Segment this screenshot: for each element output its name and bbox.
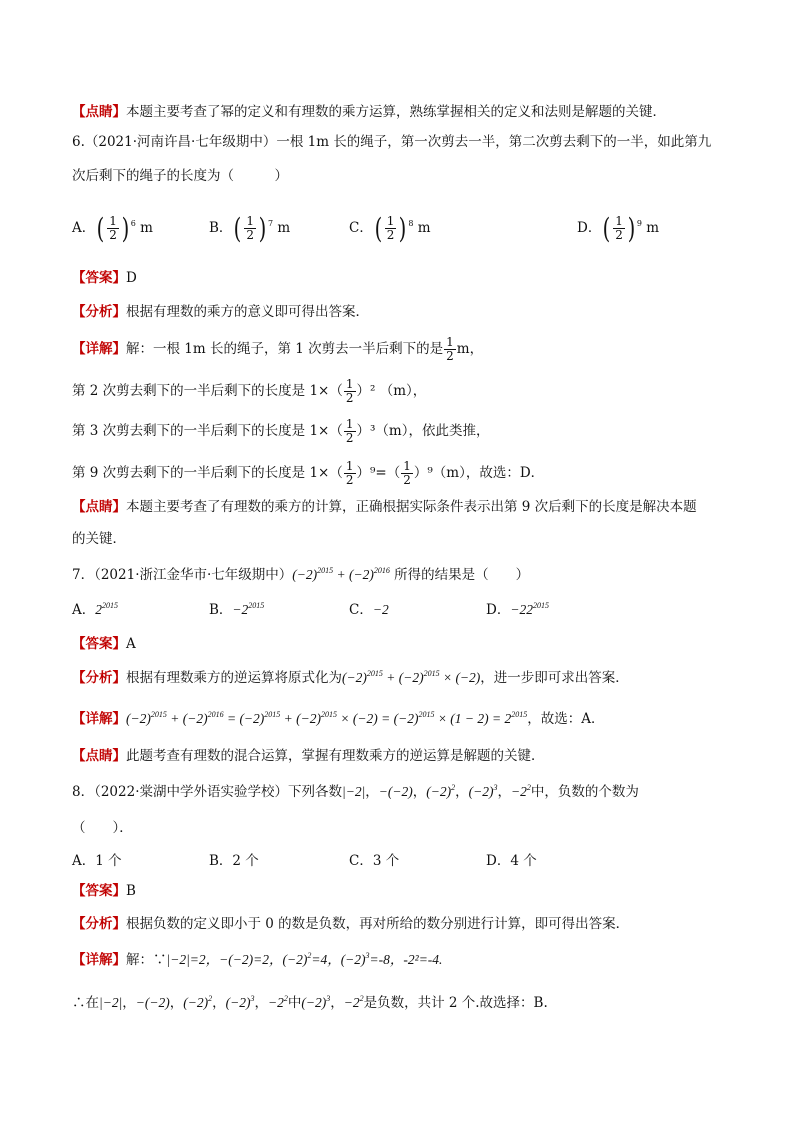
q7-answer (72, 634, 136, 654)
q6-answer (72, 268, 137, 288)
analysis-tag: 【分析】 (72, 670, 126, 686)
q7-detail: 【详解】$(-2)^{2015} + (-2)^{2016} = (-2)^{2015} + (-2)^{2015} \times (-2) = (-2)^{2015} \times (1 - 2) = 2^{2015}$，故选：A． (72, 710, 605, 727)
option-unit: m (277, 220, 291, 236)
analysis-text: ，进一步即可求出答案． (480, 670, 629, 686)
detail-text: m， (456, 341, 484, 357)
q8-answer (72, 881, 136, 901)
q6-option-b[interactable]: B．( $\frac{1}{2}$ ) $^7$ m (209, 211, 291, 245)
detail-text: ）³（m），依此类推， (356, 423, 490, 439)
option-label: C． (349, 220, 373, 236)
q8-detail: 【详解】解：∵|−2|=2，−(−2)=2，$(-2)^2=4$，$(-2)^3=-8$，-2²=-4. (72, 951, 443, 968)
q7-expression: $(-2)^{2015} + (-2)^{2016}$ (292, 566, 390, 582)
q8-option-a[interactable]: A．1 个 (72, 853, 122, 869)
q6-stem-line2: 次后剩下的绳子的长度为（ ） (72, 168, 288, 184)
detail-tag: 【详解】 (72, 711, 126, 727)
detail-text: 第 2 次剪去剩下的一半后剩下的长度是 1×（ (72, 383, 343, 399)
stem-text: 8．（2022·棠湖中学外语实验学校）下列各数 (72, 784, 342, 800)
stem-text: 7．（2021·浙江金华市·七年级期中） (72, 567, 293, 583)
option-label: B． (209, 220, 233, 236)
q6-detail-4: 第 9 次剪去剩下的一半后剩下的长度是 1×（ $\frac{1}{2}$ ）⁹=（ $\frac{1}{2}$ ）⁹（m），故选：D． (72, 459, 545, 487)
q8-conclusion: ∴在|−2|，−(−2)，$(-2)^2$，$(-2)^3$，$-2^2$中$(-2)^3$，$-2^2$是负数，共计 2 个.故选择：B. (72, 994, 548, 1011)
stem-text: 所得的结果是（ ） (394, 567, 530, 583)
answer-value: D (126, 270, 137, 286)
q6-point-1 (72, 497, 697, 517)
analysis-text: 根据负数的定义即小于 0 的数是负数，再对所给的数分别进行计算，即可得出答案． (126, 916, 630, 932)
q7-analysis: 【分析】根据有理数乘方的逆运算将原式化为$(-2)^{2015} + (-2)^{2015} \times (-2)$，进一步即可求出答案． (72, 669, 629, 686)
option-unit: m (417, 220, 431, 236)
q6-point-2: 的关键． (72, 531, 126, 547)
q6-option-a[interactable]: A．( $\frac{1}{2}$ ) $^6$ m (72, 211, 153, 245)
analysis-text: 根据有理数的乘方的意义即可得出答案． (126, 304, 369, 320)
q8-option-b[interactable]: B．2 个 (209, 853, 259, 869)
q6-detail-1: 【详解】解：一根 1m 长的绳子，第 1 次剪去一半后剩下的是 $\frac{1}{2}$ m， (72, 335, 484, 363)
conclusion-text: 是负数，共计 2 个.故选择：B. (363, 995, 548, 1011)
detail-text: ）⁹（m），故选：D． (413, 465, 545, 481)
analysis-tag: 【分析】 (72, 304, 126, 320)
point-tag: 【点睛】 (72, 499, 126, 515)
option-label: D． (486, 602, 511, 618)
option-label: A． (72, 220, 96, 236)
option-unit: m (140, 220, 153, 236)
point-tag: 【点睛】 (72, 748, 126, 764)
answer-value: B (126, 883, 136, 899)
q8-option-d[interactable]: D．4 个 (486, 853, 537, 869)
option-exp: 6 (130, 219, 136, 228)
conclusion-text: ∴在 (72, 995, 99, 1011)
note-tag: 【点睛】 (72, 104, 126, 120)
detail-text: ，故选：A． (527, 711, 605, 727)
option-exp: 9 (636, 219, 642, 228)
top-note (72, 102, 666, 122)
q7-point (72, 746, 545, 766)
q7-option-a[interactable]: A．$2^{2015}$ (72, 601, 118, 618)
detail-tag: 【详解】 (72, 341, 126, 357)
option-unit: m (646, 220, 660, 236)
detail-text: ）⁹=（ (356, 465, 401, 481)
note-text: 本题主要考查了幂的定义和有理数的乘方运算，熟练掌握相关的定义和法则是解题的关键． (126, 104, 666, 120)
answer-tag: 【答案】 (72, 883, 126, 899)
q6-detail-2: 第 2 次剪去剩下的一半后剩下的长度是 1×（ $\frac{1}{2}$ ）² （m）， (72, 377, 427, 405)
point-text: 本题主要考查了有理数的乘方的计算，正确根据实际条件表示出第 9 次后剩下的长度是解决本题 (126, 499, 697, 515)
detail-text: 解：∵ (126, 952, 167, 968)
q6-option-c[interactable]: C．( $\frac{1}{2}$ ) $^8$ m (349, 211, 431, 245)
q8-stem: 8．（2022·棠湖中学外语实验学校）下列各数|−2|，−(−2)，$(-2)^2$，$(-2)^3$，$-2^2$中，负数的个数为 (72, 783, 639, 800)
q8-stem-line2: （ ）． (72, 820, 133, 836)
q7-option-c[interactable]: C．−2 (349, 602, 389, 618)
analysis-text: 根据有理数乘方的逆运算将原式化为 (126, 670, 342, 686)
detail-text: 解：一根 1m 长的绳子，第 1 次剪去一半后剩下的是 (126, 341, 444, 357)
point-text: 此题考查有理数的混合运算，掌握有理数乘方的逆运算是解题的关键． (126, 748, 545, 764)
option-exp: 8 (408, 219, 414, 228)
q8-analysis (72, 914, 629, 934)
option-label: B． (209, 602, 233, 618)
q8-option-c[interactable]: C．3 个 (349, 853, 400, 869)
q6-stem-line1: 6.（2021·河南许昌·七年级期中）一根 1m 长的绳子，第一次剪去一半，第二次剪去剩下的一半，如此第九 (72, 134, 712, 150)
option-label: C． (349, 602, 373, 618)
detail-text: 第 9 次剪去剩下的一半后剩下的长度是 1×（ (72, 465, 343, 481)
q7-stem (72, 565, 529, 585)
q6-detail-3: 第 3 次剪去剩下的一半后剩下的长度是 1×（ $\frac{1}{2}$ ）³（m），依此类推， (72, 417, 490, 445)
option-label: D． (577, 220, 602, 236)
option-label: A． (72, 602, 96, 618)
answer-tag: 【答案】 (72, 636, 126, 652)
q7-option-d[interactable]: D．$-22^{2015}$ (486, 601, 549, 618)
stem-text: 中，负数的个数为 (530, 784, 639, 800)
detail-text: ）² （m）， (356, 383, 427, 399)
q7-option-b[interactable]: B．$-2^{2015}$ (209, 601, 265, 618)
answer-value: A (126, 636, 136, 652)
detail-text: 第 3 次剪去剩下的一半后剩下的长度是 1×（ (72, 423, 343, 439)
option-exp: 7 (267, 219, 274, 228)
detail-tag: 【详解】 (72, 952, 126, 968)
q6-analysis (72, 302, 369, 322)
answer-tag: 【答案】 (72, 270, 126, 286)
q6-option-d[interactable]: D．( $\frac{1}{2}$ ) $^9$ m (577, 211, 660, 245)
analysis-tag: 【分析】 (72, 916, 126, 932)
